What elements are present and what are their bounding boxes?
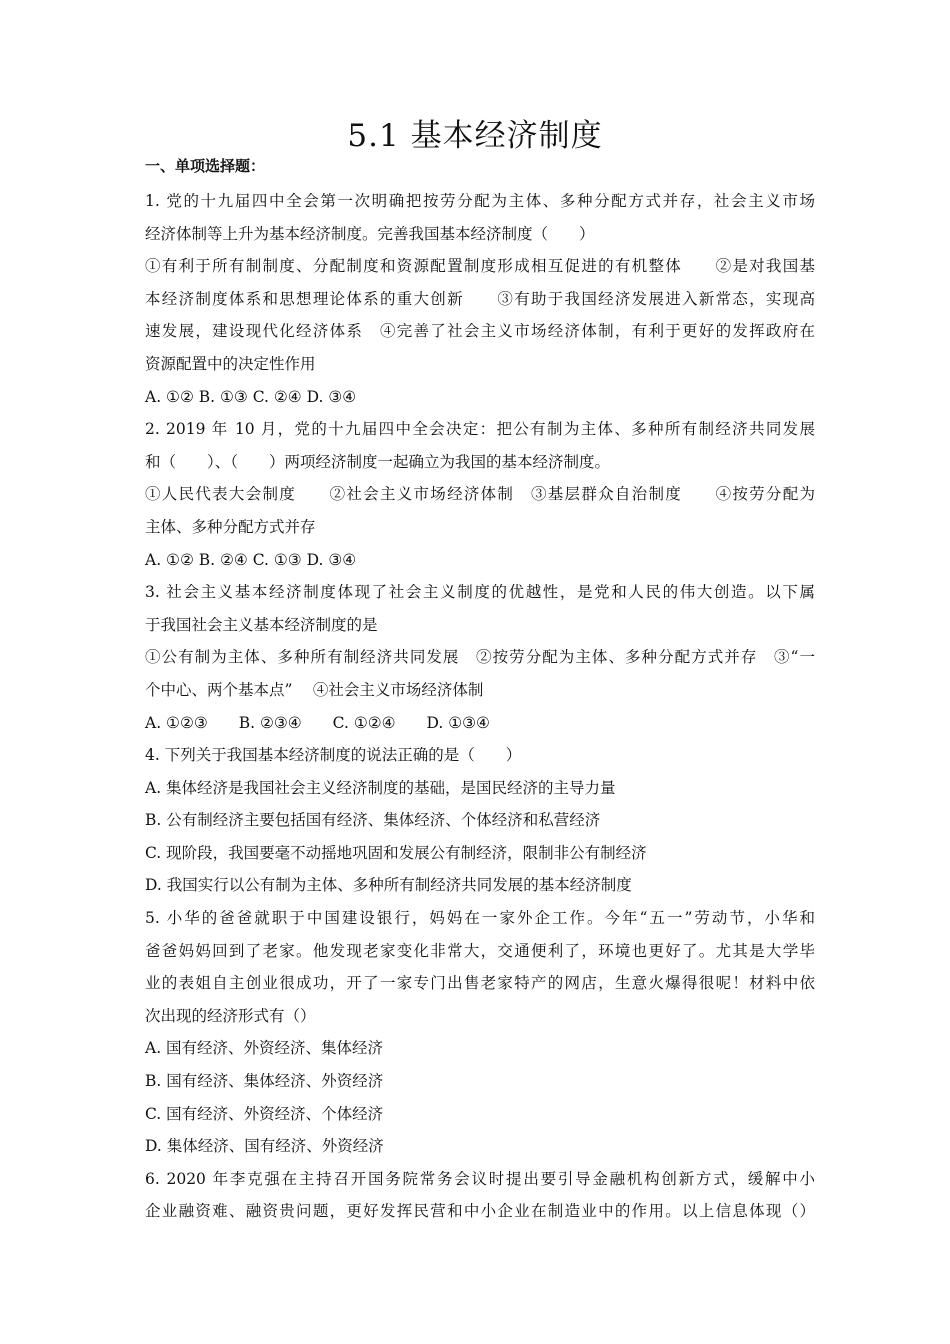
text-line: ①人民代表大会制度 ②社会主义市场经济体制 ③基层群众自治制度 ④按劳分配为 bbox=[145, 485, 815, 504]
text-line: 和（ ）、（ ）两项经济制度一起确立为我国的基本经济制度。 bbox=[145, 452, 611, 471]
answer-option: C. 国有经济、外资经济、个体经济 bbox=[145, 1104, 384, 1123]
text-line: 6. 2020 年李克强在主持召开国务院常务会议时提出要引导金融机构创新方式，缓解中小 bbox=[145, 1169, 815, 1188]
answer-option: B. 国有经济、集体经济、外资经济 bbox=[145, 1072, 384, 1091]
text-line: 个中心、两个基本点” ④社会主义市场经济体制 bbox=[145, 680, 484, 699]
text-line: 速发展，建设现代化经济体系 ④完善了社会主义市场经济体制，有利于更好的发挥政府在 bbox=[145, 322, 815, 341]
answer-option: A. 集体经济是我国社会主义经济制度的基础，是国民经济的主导力量 bbox=[145, 778, 616, 797]
text-line: 3. 社会主义基本经济制度体现了社会主义制度的优越性，是党和人民的伟大创造。以下属 bbox=[145, 583, 815, 602]
page-title: 5.1 基本经济制度 bbox=[347, 118, 603, 154]
text-line: 1. 党的十九届四中全会第一次明确把按劳分配为主体、多种分配方式并存，社会主义市场 bbox=[145, 192, 815, 210]
text-line: 业的表姐自主创业很成功，开了一家专门出售老家特产的网店，生意火爆得很呢！材料中依 bbox=[145, 974, 815, 993]
document-body bbox=[145, 185, 815, 1228]
answer-option: D. 集体经济、国有经济、外资经济 bbox=[145, 1137, 384, 1156]
text-line: 4. 下列关于我国基本经济制度的说法正确的是（ ） bbox=[145, 746, 522, 765]
text-line: 2. 2019 年 10 月，党的十九届四中全会决定：把公有制为主体、多种所有制经济共同发展 bbox=[145, 420, 815, 439]
answer-option: A. 国有经济、外资经济、集体经济 bbox=[145, 1039, 384, 1058]
text-line: 经济体制等上升为基本经济制度。完善我国基本经济制度（ ） bbox=[145, 224, 595, 243]
text-line: ①公有制为主体、多种所有制经济共同发展 ②按劳分配为主体、多种分配方式并存 ③“一 bbox=[145, 648, 815, 667]
section-heading: 一、单项选择题： bbox=[145, 157, 266, 175]
text-line: 爸爸妈妈回到了老家。他发现老家变化非常大，交通便利了，环境也更好了。尤其是大学毕 bbox=[145, 941, 815, 960]
text-line: ①有利于所有制制度、分配制度和资源配置制度形成相互促进的有机整体 ②是对我国基 bbox=[145, 257, 815, 276]
answer-options: A. ①② B. ②④ C. ①③ D. ③④ bbox=[145, 550, 357, 569]
text-line: 主体、多种分配方式并存 bbox=[145, 517, 316, 536]
answer-options: A. ①② B. ①③ C. ②④ D. ③④ bbox=[145, 387, 357, 406]
text-line: 本经济制度体系和思想理论体系的重大创新 ③有助于我国经济发展进入新常态，实现高 bbox=[145, 289, 815, 308]
text-line: 资源配置中的决定性作用 bbox=[145, 354, 316, 373]
text-line: 次出现的经济形式有（） bbox=[145, 1006, 316, 1025]
text-line: 于我国社会主义基本经济制度的是 bbox=[145, 615, 378, 634]
answer-option: D. 我国实行以公有制为主体、多种所有制经济共同发展的基本经济制度 bbox=[145, 876, 632, 895]
answer-option: C. 现阶段，我国要毫不动摇地巩固和发展公有制经济，限制非公有制经济 bbox=[145, 843, 647, 862]
answer-options: A. ①②③ B. ②③④ C. ①②④ D. ①③④ bbox=[145, 713, 490, 732]
answer-option: B. 公有制经济主要包括国有经济、集体经济、个体经济和私营经济 bbox=[145, 811, 601, 830]
text-line: 企业融资难、融资贵问题，更好发挥民营和中小企业在制造业中的作用。以上信息体现（） bbox=[145, 1202, 815, 1221]
text-line: 5. 小华的爸爸就职于中国建设银行，妈妈在一家外企工作。今年“五一”劳动节，小华和 bbox=[145, 909, 815, 928]
